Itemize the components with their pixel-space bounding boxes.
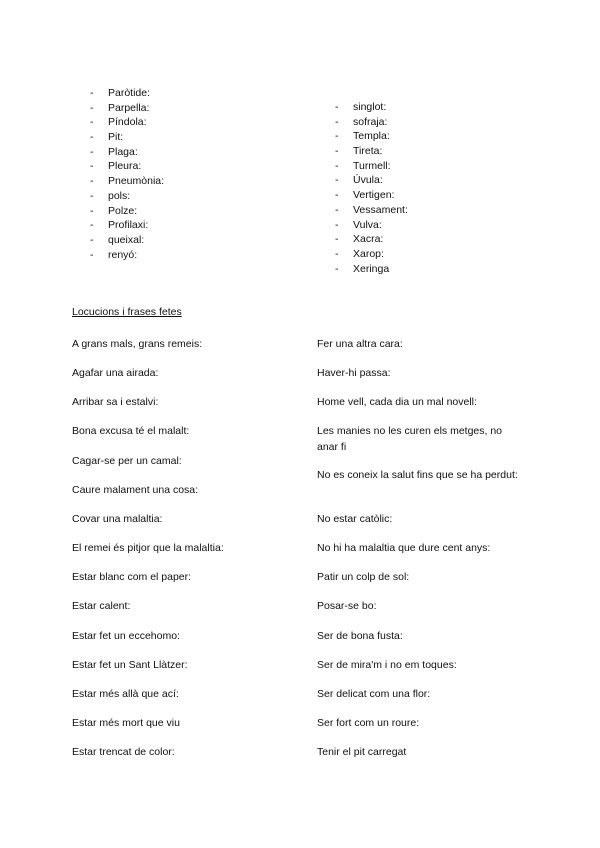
vocabulary-word: Polze:: [108, 204, 138, 217]
phrase-item: Ser de mira'm i no em toques:: [317, 659, 457, 671]
phrase-item: Covar una malaltia:: [72, 513, 163, 525]
bullet-dash: -: [335, 203, 339, 216]
bullet-dash: -: [335, 262, 339, 275]
bullet-dash: -: [335, 159, 339, 172]
phrase-item: Estar més mort que viu: [72, 717, 180, 729]
bullet-dash: -: [90, 248, 94, 261]
bullet-dash: -: [90, 101, 94, 114]
bullet-dash: -: [90, 160, 94, 173]
phrase-item: Agafar una airada:: [72, 367, 159, 379]
vocabulary-word: Xacra:: [353, 233, 384, 246]
vocabulary-word: Vertigen:: [353, 189, 395, 202]
phrase-item: Estar fet un eccehomo:: [72, 630, 180, 642]
phrase-item: Estar calent:: [72, 600, 131, 612]
phrase-item: Caure malament una cosa:: [72, 484, 199, 496]
vocabulary-word: Tireta:: [353, 145, 383, 158]
vocabulary-word: pols:: [108, 189, 131, 202]
vocabulary-word: Xeringa: [353, 262, 390, 275]
phrase-item: Posar-se bo:: [317, 600, 377, 612]
vocabulary-word: Templa:: [353, 130, 390, 143]
bullet-dash: -: [90, 116, 94, 129]
phrase-item: Bona excusa té el malalt:: [72, 425, 190, 437]
bullet-dash: -: [90, 233, 94, 246]
bullet-dash: -: [335, 174, 339, 187]
phrase-item: Estar fet un Sant Llàtzer:: [72, 659, 188, 671]
vocabulary-word: queixal:: [108, 233, 145, 246]
phrase-item: Home vell, cada dia un mal novell:: [317, 396, 477, 408]
vocabulary-word: Pit:: [108, 131, 124, 144]
phrase-item: El remei és pitjor que la malaltia:: [72, 542, 224, 554]
bullet-dash: -: [90, 175, 94, 188]
phrase-item: Estar blanc com el paper:: [72, 571, 192, 583]
bullet-dash: -: [90, 145, 94, 158]
vocabulary-word: renyó:: [108, 248, 138, 261]
vocabulary-word: singlot:: [353, 101, 387, 113]
vocabulary-word: Vulva:: [353, 218, 382, 231]
phrase-item: Haver-hi passa:: [317, 367, 391, 379]
phrase-item: No estar catòlic:: [317, 513, 393, 525]
bullet-dash: -: [335, 247, 339, 260]
phrase-item: Ser delicat com una flor:: [317, 688, 431, 700]
phrase-item: Patir un colp de sol:: [317, 571, 410, 583]
phrase-item: Estar més allà que ací:: [72, 688, 179, 700]
bullet-dash: -: [335, 189, 339, 202]
section-title: Locucions i frases fetes: [72, 306, 182, 318]
phrase-item: Estar trencat de color:: [72, 746, 175, 758]
bullet-dash: -: [335, 218, 339, 231]
vocabulary-word: Pneumònia:: [108, 175, 165, 188]
phrase-item: Ser de bona fusta:: [317, 630, 403, 642]
bullet-dash: -: [335, 233, 339, 246]
phrase-item: Tenir el pit carregat: [317, 746, 407, 758]
bullet-dash: -: [335, 130, 339, 143]
vocabulary-word: Paròtide:: [108, 87, 151, 99]
phrase-item: Cagar-se per un camal:: [72, 455, 182, 467]
phrase-item: No hi ha malaltia que dure cent anys:: [317, 542, 491, 554]
vocabulary-word: Plaga:: [108, 145, 138, 158]
bullet-dash: -: [90, 87, 94, 99]
bullet-dash: -: [335, 145, 339, 158]
bullet-dash: -: [90, 204, 94, 217]
vocabulary-word: Turmell:: [353, 159, 391, 172]
vocabulary-word: Úvula:: [353, 174, 383, 187]
bullet-dash: -: [335, 115, 339, 128]
phrase-item: A grans mals, grans remeis:: [72, 338, 203, 350]
bullet-dash: -: [90, 219, 94, 232]
bullet-dash: -: [335, 101, 339, 113]
phrase-item: Arribar sa i estalvi:: [72, 396, 159, 408]
phrase-item: Ser fort com un roure:: [317, 717, 420, 729]
vocabulary-word: Xarop:: [353, 247, 384, 260]
bullet-dash: -: [90, 189, 94, 202]
bullet-dash: -: [90, 131, 94, 144]
phrase-item: No es coneix la salut fins que se ha perdut:: [317, 469, 518, 481]
vocabulary-word: Pleura:: [108, 160, 142, 173]
phrase-item: Fer una altra cara:: [317, 338, 403, 350]
phrase-item: Les manies no les curen els metges, no anar fi: [317, 425, 503, 453]
vocabulary-word: sofraja:: [353, 115, 388, 128]
vocabulary-word: Profilaxi:: [108, 219, 149, 232]
vocabulary-word: Vessament:: [353, 203, 408, 216]
vocabulary-word: Parpella:: [108, 101, 150, 114]
vocabulary-word: Píndola:: [108, 116, 147, 129]
